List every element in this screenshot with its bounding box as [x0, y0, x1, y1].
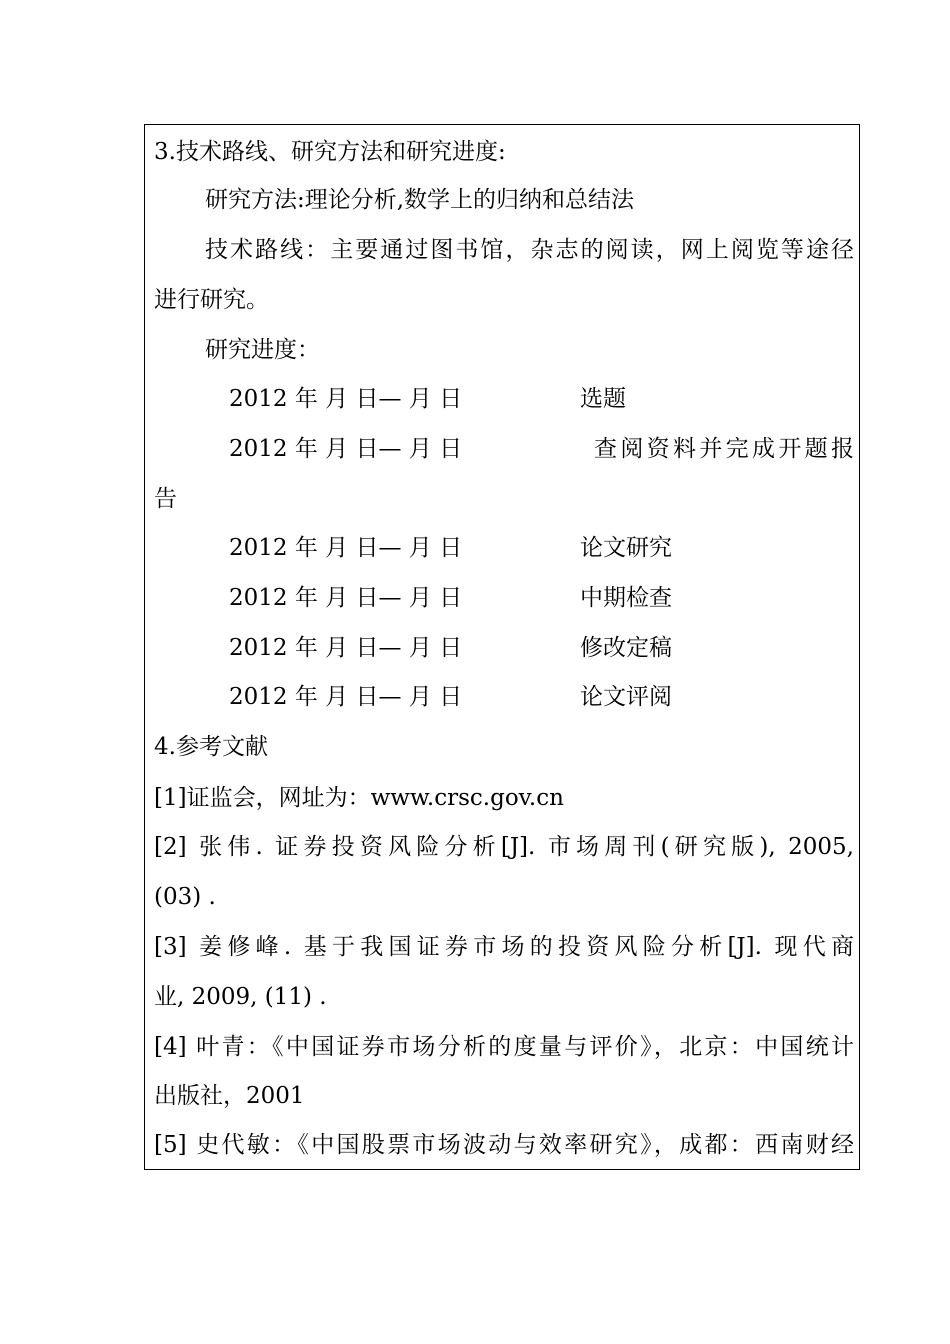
- schedule-date: 2012 年 月 日— 月 日: [229, 386, 463, 412]
- schedule-date: 2012 年 月 日— 月 日: [229, 684, 463, 710]
- schedule-task: 选题: [580, 386, 626, 412]
- reference-item: [5] 史代敏：《中国股票市场波动与效率研究》，成都：西南财经: [154, 1132, 854, 1158]
- reference-item: [2] 张伟. 证券投资风险分析[J]. 市场周刊(研究版), 2005,: [154, 834, 854, 860]
- reference-item-continued: 出版社，2001: [154, 1083, 305, 1109]
- schedule-task: 中期检查: [580, 585, 672, 611]
- schedule-date: 2012 年 月 日— 月 日: [229, 535, 463, 561]
- technical-route-line-1: 技术路线：主要通过图书馆，杂志的阅读，网上阅览等途径: [205, 237, 854, 263]
- reference-item-continued: 业, 2009, (11) .: [154, 984, 327, 1010]
- section-heading-3: 3.技术路线、研究方法和研究进度:: [154, 139, 506, 165]
- reference-item: [1]证监会，网址为：www.crsc.gov.cn: [154, 785, 564, 811]
- schedule-task: 论文评阅: [580, 684, 672, 710]
- schedule-date: 2012 年 月 日— 月 日: [229, 585, 463, 611]
- schedule-task: 查阅资料并完成开题报: [594, 436, 854, 462]
- schedule-task: 修改定稿: [580, 635, 672, 661]
- research-method: 研究方法:理论分析,数学上的归纳和总结法: [205, 187, 635, 213]
- reference-item-continued: (03) .: [154, 884, 216, 910]
- research-progress-label: 研究进度：: [205, 337, 320, 363]
- technical-route-line-2: 进行研究。: [154, 287, 269, 313]
- section-heading-4: 4.参考文献: [154, 734, 268, 760]
- schedule-date: 2012 年 月 日— 月 日: [229, 635, 463, 661]
- schedule-task-continued: 告: [154, 486, 177, 512]
- schedule-date: 2012 年 月 日— 月 日: [229, 436, 463, 462]
- reference-item: [3] 姜修峰. 基于我国证券市场的投资风险分析[J]. 现代商: [154, 934, 854, 960]
- reference-item: [4] 叶青：《中国证券市场分析的度量与评价》，北京：中国统计: [154, 1034, 854, 1060]
- schedule-task: 论文研究: [580, 535, 672, 561]
